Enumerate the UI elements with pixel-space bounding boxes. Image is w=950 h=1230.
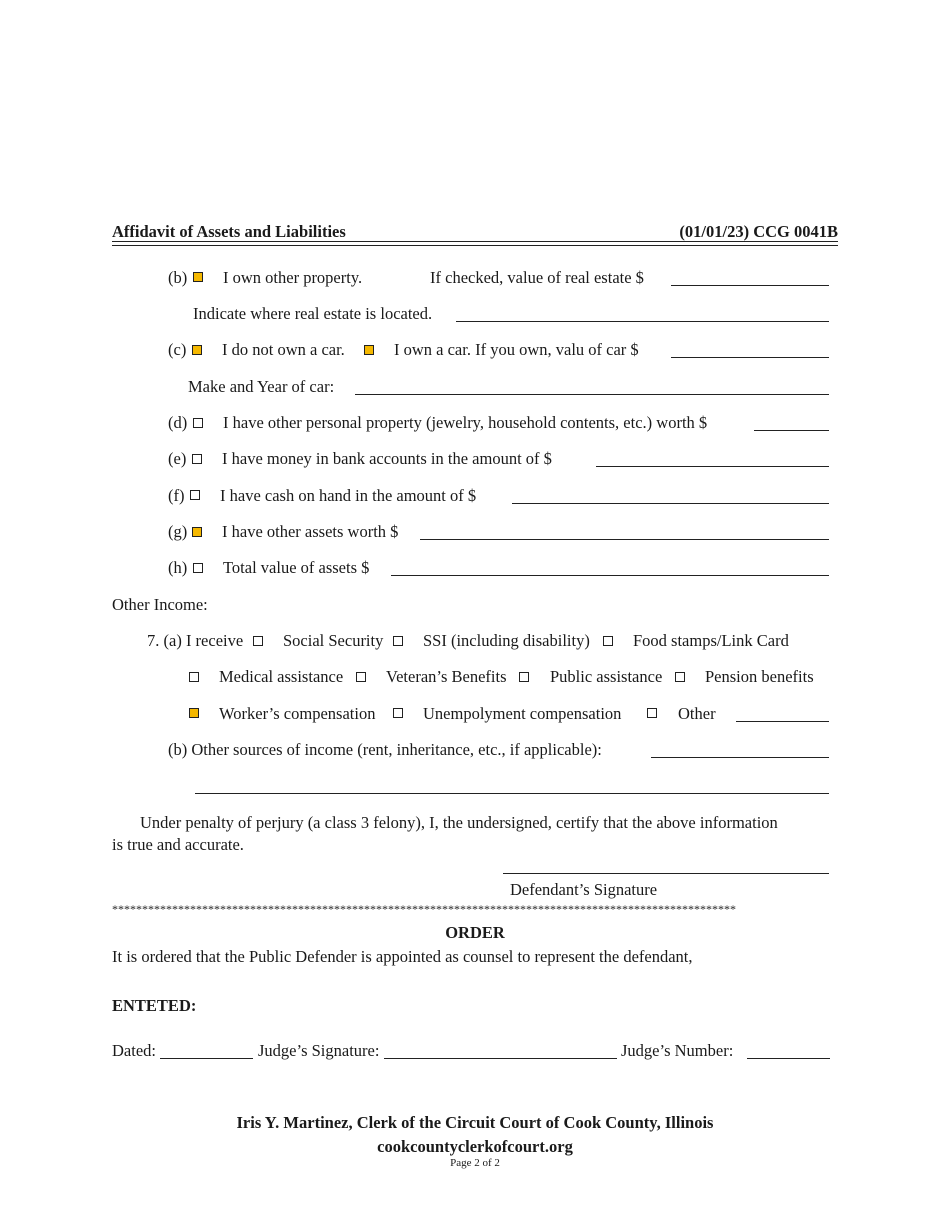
other-income-field[interactable] [736,721,829,722]
public-assistance-label: Public assistance [550,667,663,686]
public-assistance-checkbox[interactable] [519,672,529,682]
social-security-checkbox[interactable] [253,636,263,646]
other-assets-checkbox[interactable] [192,527,202,537]
asset-b-label: (b) [168,268,188,287]
perjury-line2: is true and accurate. [112,835,244,854]
car-make-text: Make and Year of car: [188,377,335,396]
judge-signature-label: Judge’s Signature: [258,1041,380,1060]
own-car-text: I own a car. If you own, valu of car $ [394,340,639,359]
other-income-label: Other [678,704,716,723]
other-income-checkbox[interactable] [647,708,657,718]
total-assets-text: Total value of assets $ [223,558,370,577]
order-text: It is ordered that the Public Defender is appointed as counsel to represent the defendant, [112,947,693,966]
defendant-signature-label: Defendant’s Signature [510,880,658,899]
order-heading: ORDER [445,923,505,942]
personal-property-text: I have other personal property (jewelry, household contents, etc.) worth $ [223,413,708,432]
personal-property-checkbox[interactable] [193,418,203,428]
item7-prefix: 7. (a) I receive [147,631,244,650]
other-sources-text: (b) Other sources of income (rent, inheritance, etc., if applicable): [168,740,602,759]
veterans-label: Veteran’s Benefits [386,667,507,686]
header-rule-bottom [112,245,838,246]
pension-label: Pension benefits [705,667,814,686]
clerk-website[interactable]: cookcountyclerkofcourt.org [377,1137,573,1156]
own-car-checkbox[interactable] [364,345,374,355]
asset-d-label: (d) [168,413,188,432]
real-estate-location-text: Indicate where real estate is located. [193,304,433,323]
medical-checkbox[interactable] [189,672,199,682]
total-assets-checkbox[interactable] [193,563,203,573]
no-car-text: I do not own a car. [222,340,345,359]
asset-c-label: (c) [168,340,187,359]
entered-label: ENTETED: [112,996,197,1015]
bank-accounts-text: I have money in bank accounts in the amount of $ [222,449,552,468]
form-title: Affidavit of Assets and Liabilities [112,222,346,241]
bank-accounts-field[interactable] [596,466,829,467]
social-security-label: Social Security [283,631,384,650]
separator: ******************************************************************************************************** [112,902,736,916]
other-assets-text: I have other assets worth $ [222,522,399,541]
food-stamps-label: Food stamps/Link Card [633,631,789,650]
real-estate-location-field[interactable] [456,321,829,322]
car-value-field[interactable] [671,357,829,358]
other-income-heading: Other Income: [112,595,208,614]
unemployment-label: Unempolyment compensation [423,704,622,723]
unemployment-checkbox[interactable] [393,708,403,718]
dated-label: Dated: [112,1041,156,1060]
pension-checkbox[interactable] [675,672,685,682]
other-sources-field-line2[interactable] [195,793,829,794]
workers-comp-checkbox[interactable] [189,708,199,718]
judge-number-label: Judge’s Number: [621,1041,734,1060]
asset-f-label: (f) [168,486,185,505]
medical-label: Medical assistance [219,667,344,686]
no-car-checkbox[interactable] [192,345,202,355]
defendant-signature-field[interactable] [503,873,829,874]
asset-h-label: (h) [168,558,188,577]
judge-signature-field[interactable] [384,1058,617,1059]
food-stamps-checkbox[interactable] [603,636,613,646]
asset-b-text: I own other property. [223,268,363,287]
cash-text: I have cash on hand in the amount of $ [220,486,477,505]
workers-comp-label: Worker’s compensation [219,704,376,723]
asset-e-label: (e) [168,449,187,468]
total-assets-field[interactable] [391,575,829,576]
cash-field[interactable] [512,503,829,504]
personal-property-field[interactable] [754,430,829,431]
car-make-field[interactable] [355,394,829,395]
form-code: (01/01/23) CCG 0041B [679,222,838,241]
asset-g-label: (g) [168,522,188,541]
dated-field[interactable] [160,1058,253,1059]
other-assets-field[interactable] [420,539,829,540]
bank-accounts-checkbox[interactable] [192,454,202,464]
real-estate-value-field[interactable] [671,285,829,286]
clerk-name: Iris Y. Martinez, Clerk of the Circuit Court of Cook County, Illinois [236,1113,714,1132]
asset-b-checkbox[interactable] [193,272,203,282]
cash-checkbox[interactable] [190,490,200,500]
perjury-line1: Under penalty of perjury (a class 3 felony), I, the undersigned, certify that the above information [140,813,778,832]
ssi-label: SSI (including disability) [423,631,590,650]
asset-b-value-text: If checked, value of real estate $ [430,268,644,287]
ssi-checkbox[interactable] [393,636,403,646]
veterans-checkbox[interactable] [356,672,366,682]
header-rule-top [112,241,838,242]
page-number: Page 2 of 2 [450,1157,500,1169]
other-sources-field[interactable] [651,757,829,758]
judge-number-field[interactable] [747,1058,830,1059]
